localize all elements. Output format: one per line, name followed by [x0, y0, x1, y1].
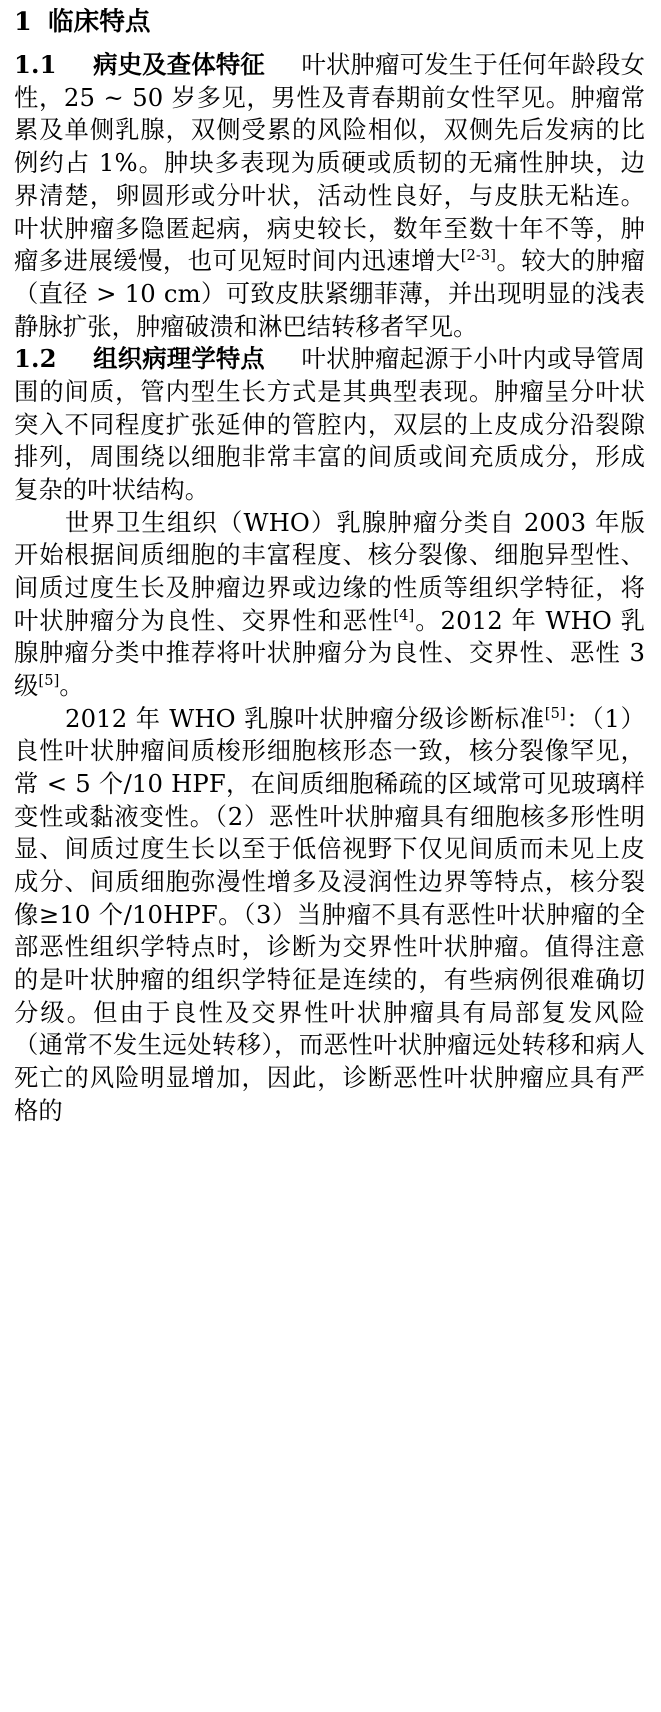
reference-marker: [4]	[393, 606, 415, 624]
paragraph-text-tail: ：（1）良性叶状肿瘤间质梭形细胞核形态一致，核分裂像罕见，常 < 5 个/10 HPF，在间质细胞稀疏的区域常可见玻璃样变性或黏液变性。（2）恶性叶状肿瘤具有细胞核多形性明显、间质过度生长以至于低倍视野下仅见间质而未见上皮成分、间质细胞弥漫性增多及浸润性边界等特点，核分裂像≥10 个/10HPF。（3）当肿瘤不具有恶性叶状肿瘤的全部恶性组织学特点时，诊断为交界性叶状肿瘤。值得注意的是叶状肿瘤的组织学特征是连续的，有些病例很难确切分级。但由于良性及交界性叶状肿瘤具有局部复发风险（通常不发生远处转移），而恶性叶状肿瘤远处转移和病人死亡的风险明显增加，因此，诊断恶性叶状肿瘤应具有严格的	[14, 703, 645, 1125]
paragraph-text-mid: 。2012 年 WHO 乳腺肿瘤分类中推荐将叶状肿瘤分为良性、交界性、恶性 3 级	[14, 605, 645, 700]
section-number: 1	[14, 7, 32, 37]
subsection-number: 1.1	[14, 50, 57, 80]
subsection-title: 组织病理学特点	[93, 344, 265, 374]
reference-marker: [2-3]	[460, 247, 497, 265]
subsection-number: 1.2	[14, 344, 57, 374]
subsection-body: 叶状肿瘤起源于小叶内或导管周围的间质，管内型生长方式是其典型表现。肿瘤呈分叶状突入不同程度扩张延伸的管腔内，双层的上皮成分沿裂隙排列，周围绕以细胞非常丰富的间质或间充质成分，形成复杂的叶状结构。	[14, 344, 645, 504]
paragraph-text-tail: 。	[59, 670, 84, 700]
paragraph-who-classification	[14, 507, 645, 703]
subsection-body-head: 叶状肿瘤可发生于任何年龄段女性，25 ~ 50 岁多见，男性及青春期前女性罕见。肿瘤常累及单侧乳腺，双侧受累的风险相似，双侧先后发病的比例约占 1%。肿块多表现为质硬或质韧的无痛性肿块，边界清楚，卵圆形或分叶状，活动性良好，与皮肤无粘连。叶状肿瘤多隐匿起病，病史较长，数年至数十年不等，肿瘤多进展缓慢，也可见短时间内迅速增大	[14, 50, 645, 276]
page-title	[14, 6, 645, 39]
section-title: 临床特点	[47, 7, 151, 37]
subsection-body-tail: 。较大的肿瘤（直径 > 10 cm）可致皮肤紧绷菲薄，并出现明显的浅表静脉扩张，肿瘤破溃和淋巴结转移者罕见。	[14, 246, 645, 341]
paragraph-text-head: 世界卫生组织（WHO）乳腺肿瘤分类自 2003 年版开始根据间质细胞的丰富程度、核分裂像、细胞异型性、间质过度生长及肿瘤边界或边缘的性质等组织学特征，将叶状肿瘤分为良性、交界性和恶性	[14, 507, 645, 635]
subsection-title: 病史及查体特征	[93, 50, 265, 80]
paragraph-grading-criteria	[14, 703, 645, 1128]
subsection-1-2	[14, 343, 645, 506]
reference-marker: [5]	[38, 671, 60, 689]
subsection-1-1	[14, 49, 645, 343]
paragraph-text-head: 2012 年 WHO 乳腺叶状肿瘤分级诊断标准	[65, 703, 545, 733]
reference-marker: [5]	[544, 704, 566, 722]
